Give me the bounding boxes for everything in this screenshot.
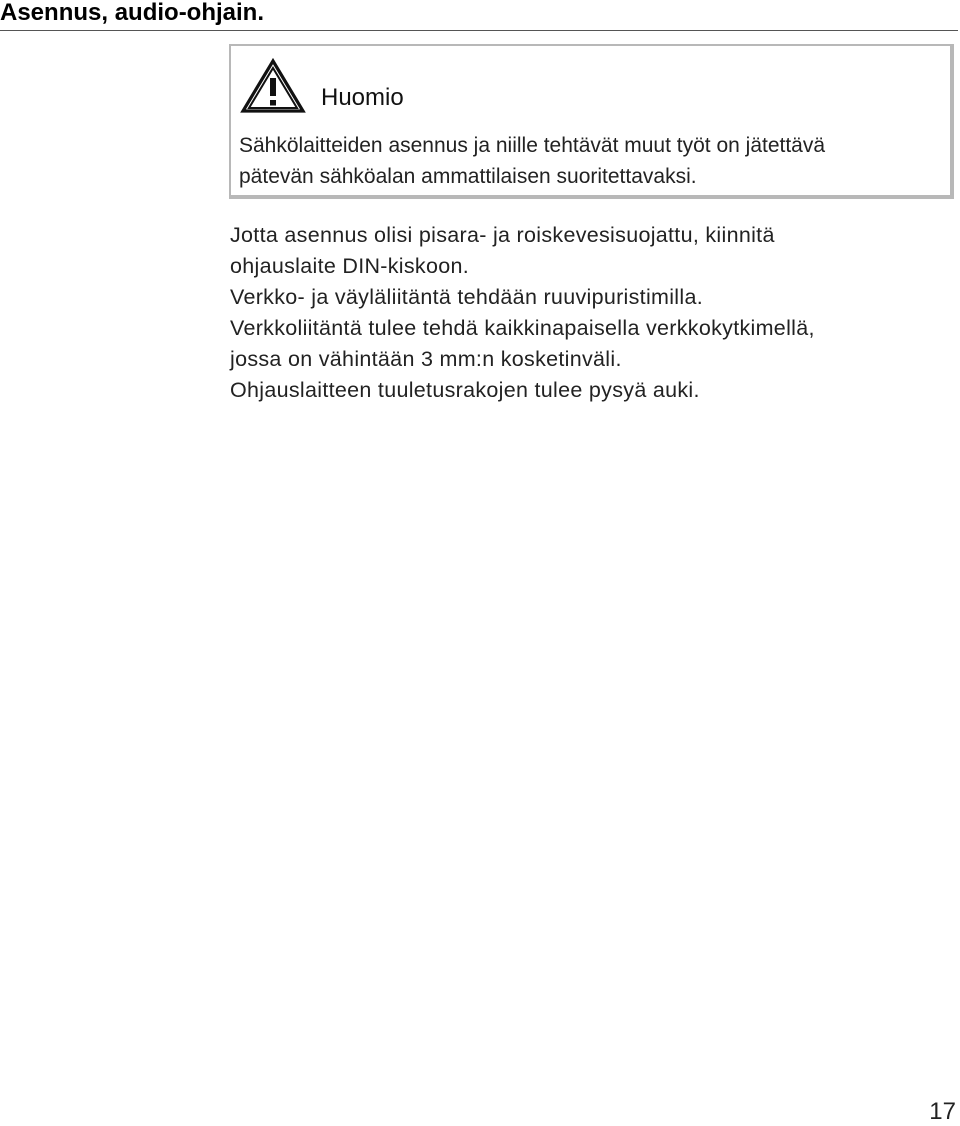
body-line: Ohjauslaitteen tuuletusrakojen tulee pysyä auki.: [230, 378, 700, 402]
installation-instructions: [230, 220, 950, 406]
page-number: 17: [929, 1098, 956, 1125]
notice-heading: Huomio: [321, 84, 404, 111]
notice-line: pätevän sähköalan ammattilaisen suoritettavaksi.: [239, 165, 697, 188]
body-line: Verkko- ja väyläliitäntä tehdään ruuvipuristimilla.: [230, 285, 703, 309]
warning-notice-box: [229, 44, 954, 199]
body-line: Verkkoliitäntä tulee tehdä kaikkinapaisella verkkokytkimellä,: [230, 316, 815, 340]
notice-line: Sähkölaitteiden asennus ja niille tehtävät muut työt on jätettävä: [239, 134, 826, 157]
body-line: jossa on vähintään 3 mm:n kosketinväli.: [230, 347, 622, 371]
section-title: Asennus, audio-ohjain.: [0, 0, 265, 26]
title-divider: [0, 30, 958, 31]
body-line: Jotta asennus olisi pisara- ja roiskevesisuojattu, kiinnitä: [230, 223, 775, 247]
warning-triangle-icon: [240, 57, 306, 115]
notice-text: [239, 130, 949, 192]
body-line: ohjauslaite DIN-kiskoon.: [230, 254, 470, 278]
